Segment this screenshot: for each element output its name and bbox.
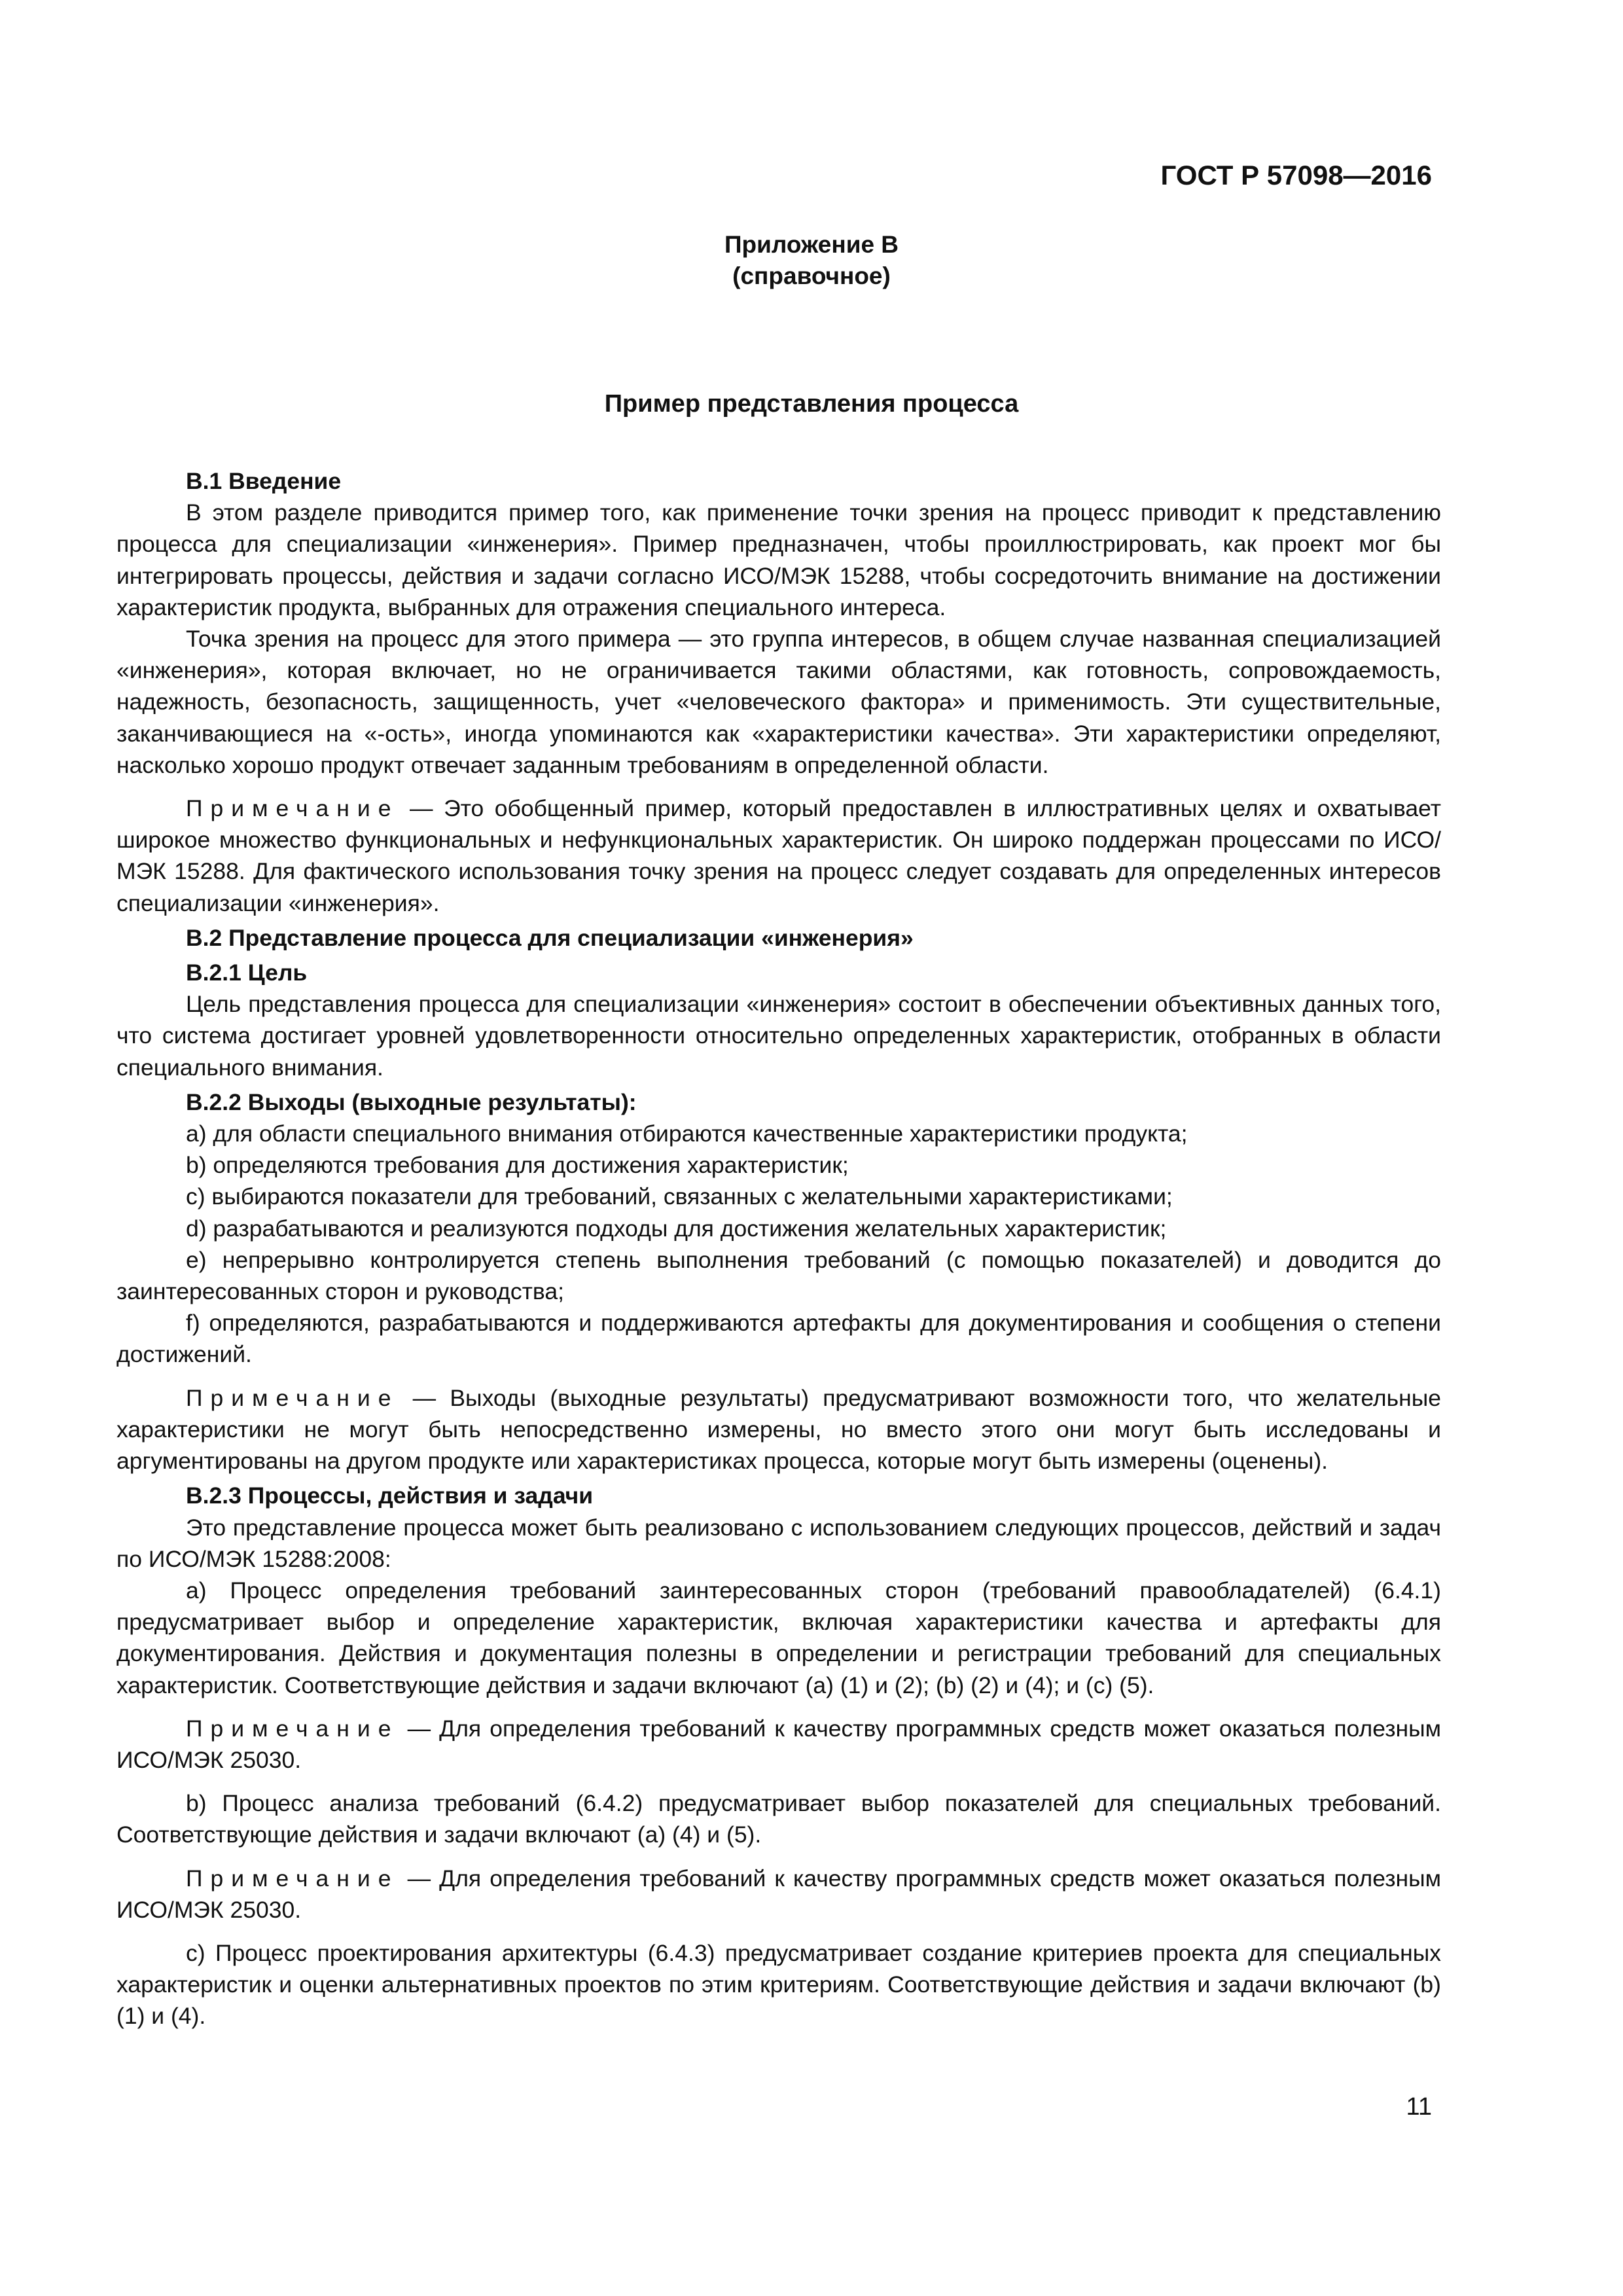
- note-text: — Для определения требований к качеству программных средств может оказаться полезным ИСО/МЭК 25030.: [116, 1865, 1441, 1923]
- section-heading-b23: В.2.3 Процессы, действия и задачи: [186, 1482, 594, 1509]
- paragraph: В этом разделе приводится пример того, как применение точки зрения на процесс приводит к представлению процесса для специализации «инженерия». Пример предназначен, чтобы проиллюстрировать, как проект мог бы интегрировать процессы, действия и задачи согласно ИСО/МЭК 15288, чтобы сосредоточить внимание на достижении характеристик продукта, выбранных для отражения специального интереса.: [116, 499, 1441, 620]
- list-item: b) определяются требования для достижения характеристик;: [186, 1152, 849, 1179]
- page-title: Пример представления процесса: [604, 390, 1019, 418]
- note: [116, 1863, 1441, 1926]
- list-item: а) Процесс определения требований заинтересованных сторон (требований правообладателей) (6.4.1) предусматривает выбор и определение характеристик, включая характеристики качества и артефакты для документирования. Действия и документация полезны в определении и регистрации требований для специальных характеристик. Соответствующие действия и задачи включают (a) (1) и (2); (b) (2) и (4); и (c) (5).: [116, 1577, 1441, 1698]
- appendix-heading: [0, 229, 1623, 292]
- note-text: — Для определения требований к качеству программных средств может оказаться полезным ИСО/МЭК 25030.: [116, 1715, 1441, 1773]
- note-label: Примечание: [186, 1384, 399, 1411]
- note: [116, 1713, 1441, 1776]
- list-item: a) для области специального внимания отбираются качественные характеристики продукта;: [186, 1121, 1188, 1147]
- paragraph: Цель представления процесса для специализации «инженерия» состоит в обеспечении объективных данных того, что система достигает уровней удовлетворенности относительно определенных характеристик, отобранных в области специального внимания.: [116, 991, 1441, 1081]
- appendix-title: Приложение В: [724, 231, 899, 258]
- document-body: [116, 462, 1441, 2032]
- list-item: e) непрерывно контролируется степень выполнения требований (с помощью показателей) и доводится до заинтересованных сторон и руководства;: [116, 1246, 1441, 1305]
- section-heading-b22: В.2.2 Выходы (выходные результаты):: [186, 1088, 637, 1115]
- section-heading-b21: В.2.1 Цель: [186, 960, 308, 986]
- list-item: f) определяются, разрабатываются и поддерживаются артефакты для документирования и сообщения о степени достижений.: [116, 1310, 1441, 1368]
- section-heading-b1: В.1 Введение: [186, 468, 342, 494]
- list-item: d) разрабатываются и реализуются подходы для достижения желательных характеристик;: [186, 1215, 1167, 1242]
- note: [116, 793, 1441, 919]
- note: [116, 1382, 1441, 1477]
- note-label: Примечание: [186, 1865, 399, 1892]
- document-id: ГОСТ Р 57098—2016: [1160, 160, 1432, 190]
- list-item: c) Процесс проектирования архитектуры (6.4.3) предусматривает создание критериев проекта для специальных характеристик и оценки альтернативных проектов по этим критериям. Соответствующие действия и задачи включают (b) (1) и (4).: [116, 1939, 1441, 2030]
- note-label: Примечание: [186, 795, 399, 822]
- section-heading-b2: В.2 Представление процесса для специализации «инженерия»: [186, 924, 914, 951]
- list-item: c) выбираются показатели для требований, связанных с желательными характеристиками;: [186, 1183, 1173, 1210]
- appendix-note: (справочное): [732, 262, 891, 289]
- paragraph: Точка зрения на процесс для этого примера — это группа интересов, в общем случае названная специализацией «инженерия», которая включает, но не ограничивается такими областями, как готовность, сопровождаемость, надежность, безопасность, защищенность, учет «человеческого фактора» и применимость. Эти существительные, заканчивающиеся на «-ость», иногда упоминаются как «характеристики качества». Эти характеристики определяют, насколько хорошо продукт отвечает заданным требованиям в определенной области.: [116, 626, 1441, 778]
- page-number: 11: [1406, 2093, 1432, 2121]
- note-text: — Это обобщенный пример, который предоставлен в иллюстративных целях и охватывает широкое множество функциональных и нефункциональных характеристик. Он широко поддержан процессами по ИСО/МЭК 15288. Для фактического использования точку зрения на процесс следует создавать для определенных интересов специализации «инженерия».: [116, 795, 1441, 916]
- note-label: Примечание: [186, 1715, 399, 1742]
- paragraph: Это представление процесса может быть реализовано с использованием следующих процессов, действий и задач по ИСО/МЭК 15288:2008:: [116, 1514, 1441, 1572]
- list-item: b) Процесс анализа требований (6.4.2) предусматривает выбор показателей для специальных требований. Соответствующие действия и задачи включают (a) (4) и (5).: [116, 1790, 1441, 1848]
- note-text: — Выходы (выходные результаты) предусматривают возможности того, что желательные характеристики не могут быть непосредственно измерены, но вместо этого они могут быть исследованы и аргументированы на другом продукте или характеристиках процесса, которые могут быть измерены (оценены).: [116, 1384, 1441, 1475]
